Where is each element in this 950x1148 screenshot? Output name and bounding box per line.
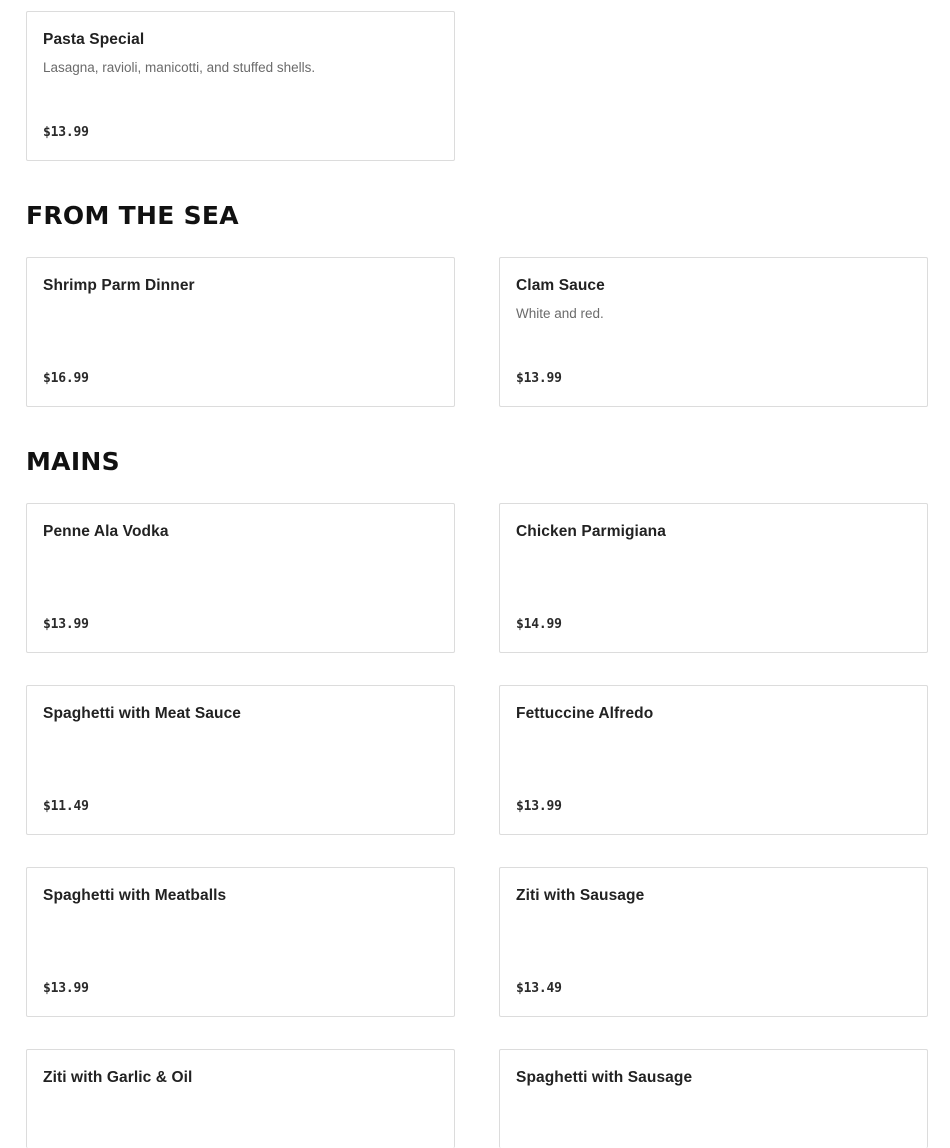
section-title-mains: MAINS [26, 447, 120, 476]
menu-item-name: Fettuccine Alfredo [516, 705, 654, 722]
menu-item-price: $13.99 [516, 371, 562, 386]
menu-item-card[interactable] [26, 867, 455, 1017]
section-title-from-the-sea: FROM THE SEA [26, 201, 239, 230]
menu-item-price: $13.99 [43, 125, 89, 140]
menu-item-card[interactable] [499, 257, 928, 407]
menu-item-card[interactable] [26, 685, 455, 835]
menu-item-card[interactable] [499, 867, 928, 1017]
menu-item-name: Ziti with Sausage [516, 887, 645, 904]
menu-item-card[interactable] [499, 503, 928, 653]
menu-item-name: Penne Ala Vodka [43, 523, 169, 540]
menu-item-card[interactable] [26, 503, 455, 653]
menu-item-description: White and red. [516, 306, 604, 321]
menu-item-price: $13.49 [516, 981, 562, 996]
menu-item-price: $16.99 [43, 371, 89, 386]
menu-item-price: $11.49 [43, 799, 89, 814]
menu-item-name: Spaghetti with Sausage [516, 1069, 693, 1086]
menu-item-price: $14.99 [516, 617, 562, 632]
menu-item-name: Shrimp Parm Dinner [43, 277, 195, 294]
menu-item-name: Spaghetti with Meat Sauce [43, 705, 242, 722]
menu-item-name: Spaghetti with Meatballs [43, 887, 227, 904]
menu-item-price: $13.99 [43, 981, 89, 996]
menu-item-card[interactable] [499, 1049, 928, 1148]
menu-item-price: $13.99 [516, 799, 562, 814]
menu-item-card[interactable] [499, 685, 928, 835]
menu-item-name: Pasta Special [43, 31, 145, 48]
menu-item-name: Clam Sauce [516, 277, 605, 294]
menu-item-name: Ziti with Garlic & Oil [43, 1069, 193, 1086]
menu-item-name: Chicken Parmigiana [516, 523, 666, 540]
menu-item-card[interactable] [26, 11, 455, 161]
menu-item-card[interactable] [26, 257, 455, 407]
menu-item-price: $13.99 [43, 617, 89, 632]
menu-item-card[interactable] [26, 1049, 455, 1148]
menu-item-description: Lasagna, ravioli, manicotti, and stuffed shells. [43, 60, 316, 75]
